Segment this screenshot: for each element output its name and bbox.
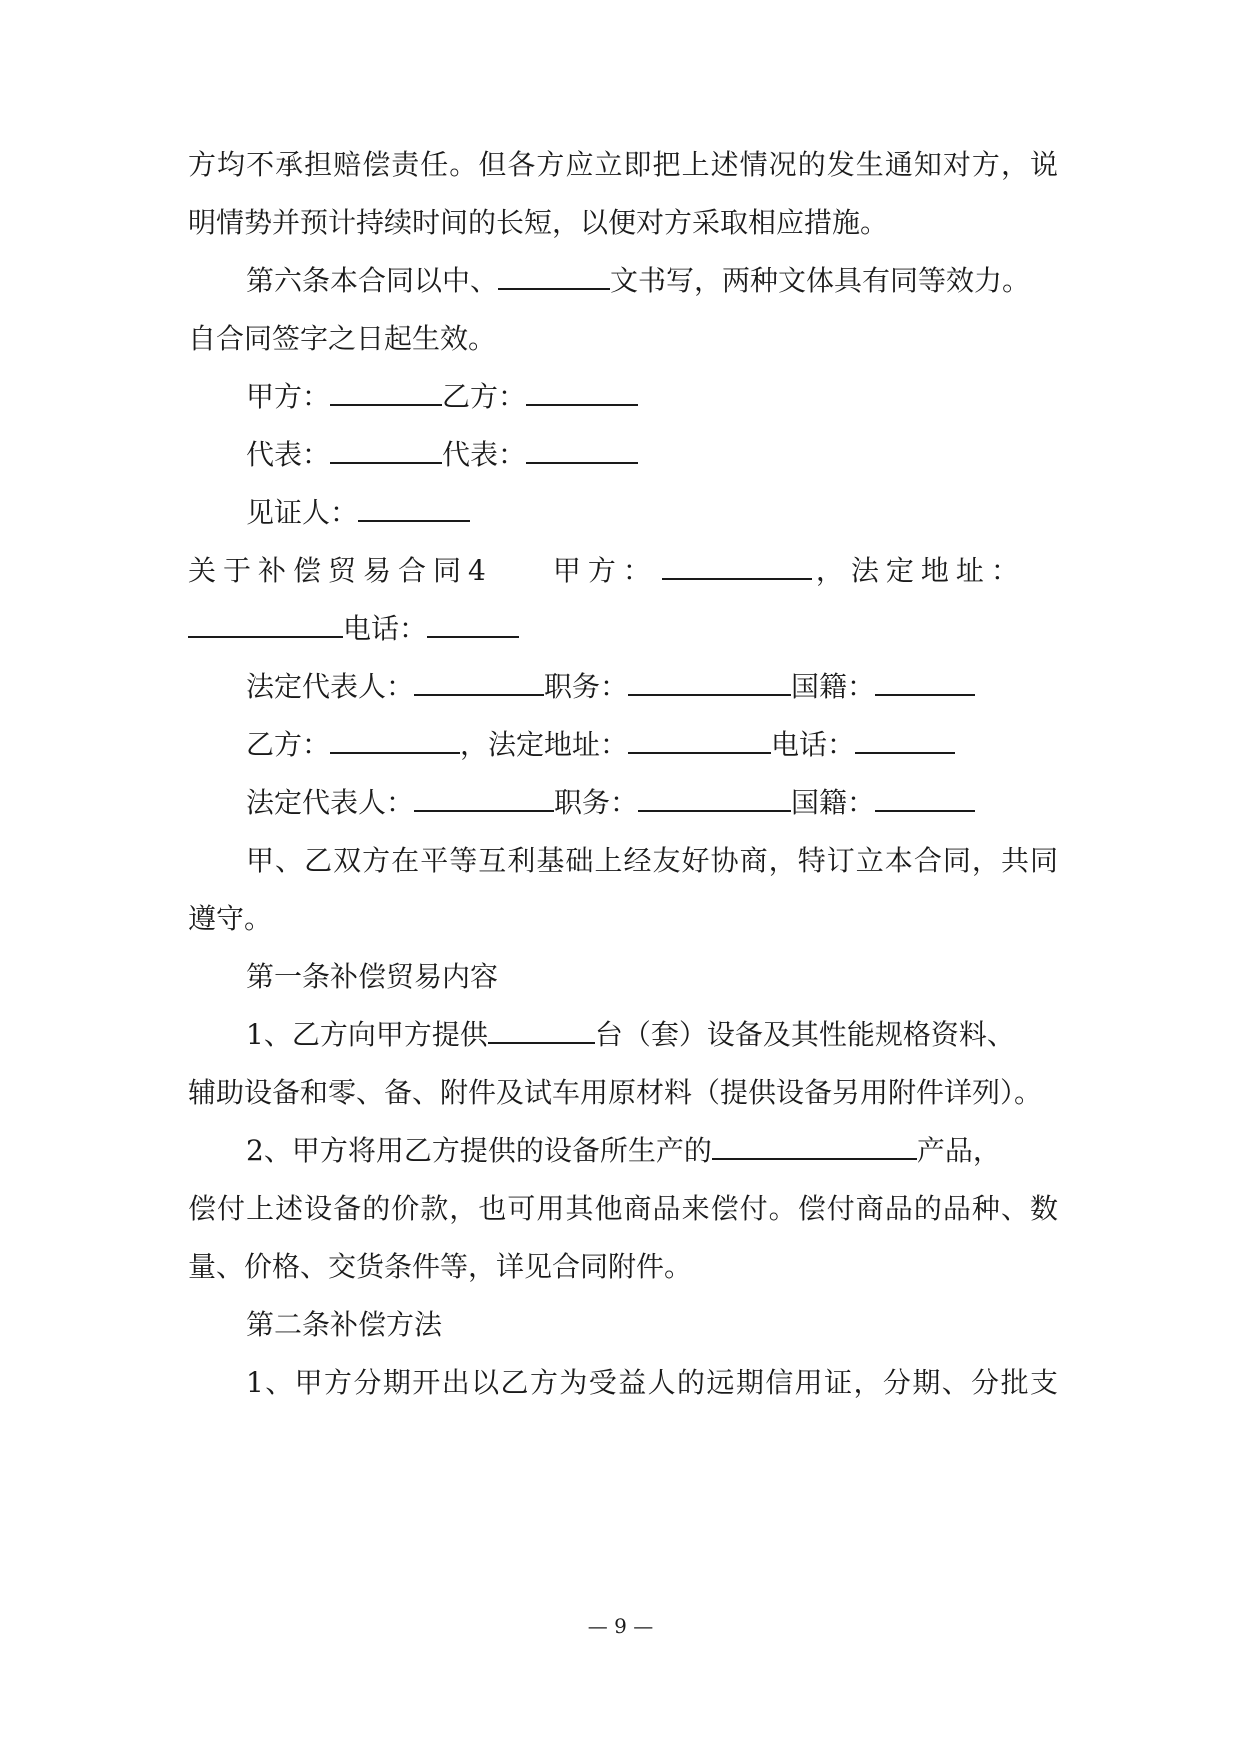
text-segment: 2、甲方将用乙方提供的设备所生产的 [246, 1134, 712, 1167]
position-blank[interactable] [628, 668, 791, 696]
text-segment: 第六条本合同以中、 [246, 264, 499, 297]
position-blank[interactable] [638, 784, 791, 812]
paragraph-line: 遵守。 [188, 902, 273, 935]
paragraph-line: 甲、乙双方在平等互利基础上经友好协商，特订立本合同，共同 [246, 844, 1058, 877]
contract-heading-line [188, 551, 1058, 591]
paragraph-line: 明情势并预计持续时间的长短，以便对方采取相应措施。 [188, 206, 889, 239]
party-a-blank[interactable] [662, 552, 812, 580]
legal-address-label: ，法定地址： [460, 728, 629, 761]
legal-rep-b-line [246, 783, 1058, 823]
contract-title: 关于补偿贸易合同4 [188, 554, 493, 587]
address-phone-line [188, 609, 1058, 649]
phone-label: 电话： [343, 612, 428, 645]
article-6-line [246, 261, 1058, 301]
phone-blank[interactable] [427, 610, 519, 638]
quantity-blank[interactable] [488, 1016, 595, 1044]
paragraph-line: 偿付上述设备的价款，也可用其他商品来偿付。偿付商品的品种、数 [188, 1192, 1058, 1225]
position-label: 职务： [544, 670, 629, 703]
nationality-blank[interactable] [875, 784, 975, 812]
party-a-label: 甲方： [246, 380, 331, 413]
text-segment: 1、乙方向甲方提供 [246, 1018, 488, 1051]
party-b-label: 乙方： [442, 380, 527, 413]
legal-rep-label: 法定代表人： [246, 670, 415, 703]
legal-rep-label: 法定代表人： [246, 786, 415, 819]
nationality-label: 国籍： [791, 786, 876, 819]
address-blank[interactable] [628, 726, 771, 754]
address-blank[interactable] [188, 610, 343, 638]
party-b-line [246, 725, 1058, 765]
signature-line-representative [246, 435, 1058, 475]
party-a-blank[interactable] [330, 378, 442, 406]
nationality-label: 国籍： [791, 670, 876, 703]
page-number: — 9 — [587, 1614, 654, 1638]
product-blank[interactable] [712, 1132, 917, 1160]
text-segment: 文书写，两种文体具有同等效力。 [610, 264, 1031, 297]
signature-line-witness [246, 493, 1058, 533]
representative-a-blank[interactable] [330, 436, 442, 464]
clause-line [246, 1131, 1058, 1171]
witness-label: 见证人： [246, 496, 359, 529]
representative-a-label: 代表： [246, 438, 331, 471]
paragraph-line: 方均不承担赔偿责任。但各方应立即把上述情况的发生通知对方，说 [188, 148, 1058, 181]
witness-blank[interactable] [358, 494, 470, 522]
phone-label: 电话： [771, 728, 856, 761]
representative-b-blank[interactable] [526, 436, 638, 464]
article-heading: 第二条补偿方法 [246, 1308, 443, 1341]
signature-line-party [246, 377, 1058, 417]
legal-rep-a-line [246, 667, 1058, 707]
representative-b-label: 代表： [442, 438, 527, 471]
legal-rep-blank[interactable] [414, 668, 544, 696]
party-a-label: 甲方： [552, 554, 658, 587]
phone-blank[interactable] [855, 726, 955, 754]
legal-address-label: ，法定地址： [815, 554, 1026, 587]
text-segment: 台（套）设备及其性能规格资料、 [594, 1018, 1015, 1051]
legal-rep-blank[interactable] [414, 784, 554, 812]
clause-line [246, 1015, 1058, 1055]
paragraph-line: 1、甲方分期开出以乙方为受益人的远期信用证，分期、分批支 [246, 1366, 1058, 1399]
paragraph-line: 自合同签字之日起生效。 [188, 322, 497, 355]
text-segment: 产品， [916, 1134, 1001, 1167]
party-b-blank[interactable] [330, 726, 460, 754]
party-b-label: 乙方： [246, 728, 331, 761]
blank-field[interactable] [498, 262, 610, 290]
nationality-blank[interactable] [875, 668, 975, 696]
article-heading: 第一条补偿贸易内容 [246, 960, 499, 993]
party-b-blank[interactable] [526, 378, 638, 406]
paragraph-line: 辅助设备和零、备、附件及试车用原材料（提供设备另用附件详列）。 [188, 1076, 1043, 1109]
paragraph-line: 量、价格、交货条件等，详见合同附件。 [188, 1250, 693, 1283]
position-label: 职务： [554, 786, 639, 819]
